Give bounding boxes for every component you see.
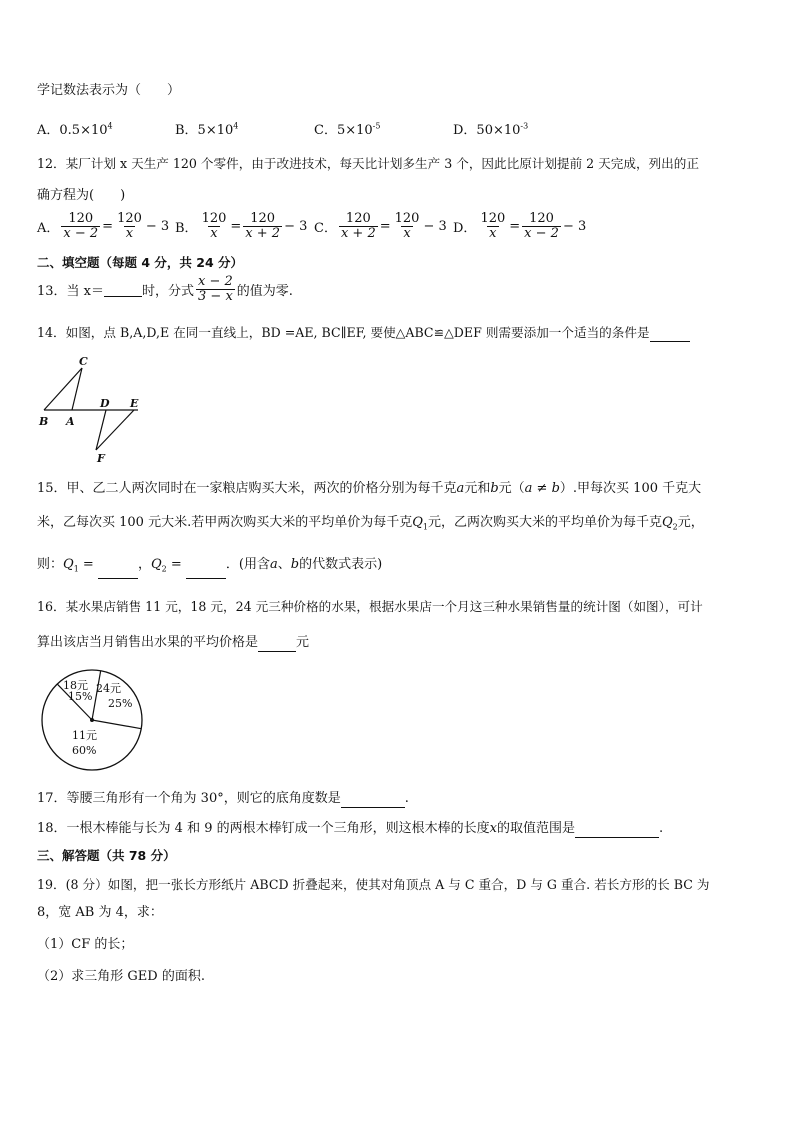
q14-answer-blank[interactable] — [650, 327, 690, 342]
subscript: 1 — [422, 522, 428, 532]
denominator: 3 − x — [198, 289, 233, 304]
option-text: B．5×10 — [175, 123, 234, 138]
equals: = — [102, 219, 114, 234]
label-b: B — [39, 415, 49, 428]
text: 、 — [277, 557, 291, 572]
q14-stem — [37, 324, 690, 342]
q19-part-1: （1）CF 的长； — [37, 937, 134, 952]
text: 元和 — [464, 481, 491, 496]
denominator: x − 2 — [524, 226, 559, 241]
q13-text-2: 时，分式 — [142, 284, 195, 299]
segment-bc — [44, 368, 82, 410]
text: 的取值范围是 — [496, 821, 575, 836]
fraction — [243, 212, 282, 241]
var-x: x — [489, 821, 497, 836]
option-text: C．5×10 — [314, 123, 373, 138]
option-text: A．0.5×10 — [37, 123, 108, 138]
text: ．(用含 — [225, 557, 270, 572]
q15-line-1 — [37, 480, 701, 498]
label-c: C — [79, 355, 88, 368]
pie-percent-60: 60% — [72, 744, 97, 757]
condition: a ≠ b — [524, 481, 560, 496]
segment-fe — [96, 410, 134, 450]
q12-option-c[interactable] — [314, 212, 447, 241]
text: ）.甲每次买 100 千克大 — [559, 481, 702, 496]
q16-stem-2 — [37, 634, 309, 652]
numerator: 120 — [68, 211, 94, 226]
equals: = — [78, 557, 98, 572]
numerator: 120 — [250, 211, 276, 226]
q18 — [37, 820, 663, 838]
pie-boundary-c — [92, 720, 141, 729]
q18-answer-blank[interactable] — [575, 823, 659, 838]
var-a: a — [269, 557, 278, 572]
fraction — [115, 212, 144, 241]
var-a: a — [456, 481, 465, 496]
var-q2: Q — [150, 557, 162, 572]
subscript: 1 — [73, 564, 79, 574]
pie-label-11: 11元 — [72, 729, 97, 742]
q15-blank-q1[interactable] — [98, 564, 138, 579]
var-b: b — [290, 557, 300, 572]
subscript: 2 — [672, 522, 678, 532]
q12-option-a[interactable] — [37, 212, 169, 241]
tail: − 3 — [284, 219, 308, 234]
fraction — [339, 212, 378, 241]
pie-label-18: 18元 — [63, 679, 88, 692]
text: 元（ — [498, 481, 525, 496]
var-q1: Q — [63, 557, 74, 572]
numerator: 120 — [529, 211, 554, 226]
q11-option-a[interactable] — [37, 119, 113, 138]
numerator: 120 — [394, 211, 420, 226]
equals: = — [166, 557, 186, 572]
q13-text-3: 的值为零. — [236, 284, 293, 299]
q15-line-3 — [37, 556, 382, 579]
q19-stem-2: 8，宽 AB 为 4，求： — [37, 905, 163, 920]
text: . — [658, 821, 664, 836]
text: 算出该店当月销售出水果的平均价格是 — [37, 635, 259, 650]
text: 元，乙两次购买大米的平均单价为每千克 — [427, 515, 662, 530]
denominator: x — [210, 226, 218, 241]
q12-option-b[interactable] — [175, 212, 307, 241]
subscript: 2 — [161, 564, 167, 574]
q11-option-c[interactable] — [314, 119, 380, 138]
equals: = — [230, 219, 242, 234]
numerator: 120 — [480, 211, 506, 226]
equals: = — [379, 219, 391, 234]
tail: − 3 — [145, 219, 170, 234]
option-label: D． — [453, 221, 477, 236]
q12-option-d[interactable] — [453, 212, 586, 241]
q15-blank-q2[interactable] — [186, 564, 226, 579]
label-d: D — [100, 397, 110, 410]
var-q2: Q — [662, 515, 673, 530]
tail: − 3 — [423, 219, 447, 234]
q16-answer-blank[interactable] — [258, 637, 296, 652]
q11-option-d[interactable] — [453, 119, 528, 138]
q15-line-2 — [37, 514, 704, 537]
denominator: x — [489, 226, 497, 241]
denominator: x — [125, 226, 134, 241]
section-answer-heading: 三、解答题（共 78 分） — [37, 848, 176, 863]
text: 15．甲、乙二人两次同时在一家粮店购买大米，两次的价格分别为每千克 — [37, 481, 457, 496]
denominator: x + 2 — [340, 226, 376, 241]
numerator: 120 — [201, 211, 227, 226]
numerator: 120 — [117, 211, 142, 226]
q19-stem: 19．(8 分）如图，把一张长方形纸片 ABCD 折叠起来，使其对角顶点 A 与 C 重合，D 与 G 重合. 若长方形的长 BC 为 — [37, 877, 710, 892]
q16-pie-chart — [38, 668, 146, 776]
q13-text: 13．当 x＝ — [37, 284, 105, 299]
numerator: 120 — [345, 211, 371, 226]
fraction — [61, 212, 100, 241]
text: . — [404, 791, 409, 806]
pie-center-dot — [90, 718, 94, 722]
text: 17．等腰三角形有一个角为 30°，则它的底角度数是 — [37, 791, 341, 806]
var-q1: Q — [412, 515, 423, 530]
exponent: 4 — [107, 121, 113, 131]
q17-answer-blank[interactable] — [341, 793, 405, 808]
q12-stem: 12．某厂计划 x 天生产 120 个零件，由于改进技术，每天比计划多生产 3 个，因此比原计划提前 2 天完成，列出的正 — [37, 156, 699, 171]
pie-boundary-b — [92, 671, 101, 720]
pie-percent-25: 25% — [108, 697, 133, 710]
var-b: b — [490, 481, 499, 496]
denominator: x − 2 — [63, 226, 99, 241]
option-text: D．50×10 — [453, 123, 521, 138]
option-label: A． — [37, 221, 60, 236]
label-a: A — [66, 415, 75, 428]
pie-label-24: 24元 — [96, 682, 121, 695]
section-fill-in-heading: 二、填空题（每题 4 分，共 24 分） — [37, 255, 244, 270]
text: ， — [137, 557, 151, 572]
q14-text: 14．如图，点 B,A,D,E 在同一直线上，BD =AE, BC∥EF, 要使△ABC≌△DEF 则需要添加一个适当的条件是 — [37, 325, 650, 340]
q13 — [37, 275, 293, 304]
tail: − 3 — [562, 219, 587, 234]
fraction — [393, 212, 422, 241]
q13-answer-blank[interactable] — [104, 282, 142, 297]
q17 — [37, 790, 409, 808]
text: 元 — [296, 635, 310, 650]
text: 元， — [677, 515, 704, 530]
text: 18．一根木棒能与长为 4 和 9 的两根木棒钉成一个三角形，则这根木棒的长度 — [37, 821, 490, 836]
equals: = — [509, 219, 521, 234]
fraction — [522, 212, 561, 241]
numerator: x − 2 — [198, 274, 233, 289]
q12-stem-2: 确方程为( ) — [37, 188, 126, 203]
q11-option-b[interactable] — [175, 119, 238, 138]
exponent: 4 — [233, 121, 239, 131]
option-label: B． — [175, 221, 198, 236]
text: 则： — [37, 557, 64, 572]
exponent: -5 — [372, 121, 381, 131]
q13-fraction — [196, 275, 235, 304]
text: 的代数式表示) — [299, 557, 383, 572]
q16-stem: 16．某水果店销售 11 元，18 元，24 元三种价格的水果，根据水果店一个月这三种水果销售量的统计图（如图），可计 — [37, 599, 703, 614]
denominator: x — [403, 226, 411, 241]
fraction — [478, 212, 507, 241]
label-e: E — [130, 397, 139, 410]
q14-figure — [36, 352, 146, 464]
q11-stem-continued: 学记数法表示为（ ） — [37, 83, 181, 98]
fraction — [200, 212, 229, 241]
denominator: x + 2 — [245, 226, 281, 241]
exponent: -3 — [520, 121, 529, 131]
text: 米，乙每次买 100 元大米.若甲两次购买大米的平均单价为每千克 — [37, 515, 413, 530]
pie-percent-15: 15% — [68, 690, 93, 703]
option-label: C． — [314, 221, 337, 236]
label-f: F — [97, 452, 105, 464]
q19-part-2: （2）求三角形 GED 的面积. — [37, 969, 205, 984]
